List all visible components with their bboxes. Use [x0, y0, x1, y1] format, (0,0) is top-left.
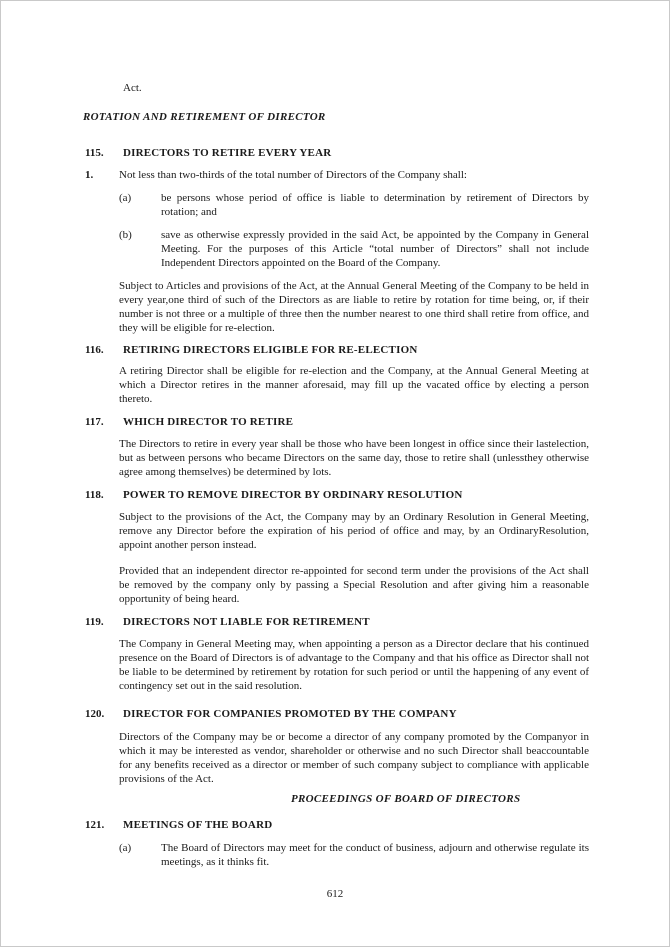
section-116-paragraph: A retiring Director shall be eligible for re-election and the Company, at the Annual General Meeting at which a Director retires in the manner aforesaid, may fill up the vacated office by electing a person thereto. [119, 365, 589, 405]
section-115-item-b [119, 228, 589, 270]
section-number: 121. [85, 819, 105, 831]
clause-text: Not less than two-thirds of the total number of Directors of the Company shall: [119, 169, 467, 181]
carryover-text: Act. [123, 82, 142, 94]
section-title: WHICH DIRECTOR TO RETIRE [123, 416, 294, 428]
group-heading-rotation: ROTATION AND RETIREMENT OF DIRECTOR [83, 111, 326, 123]
section-115-paragraph: Subject to Articles and provisions of the Act, at the Annual General Meeting of the Company to be held in every year,one third of such of the Directors as are liable to retire by rotation for time being, or, if their number is not three or a multiple of three then the number nearest to one third shall retire from office, and they will be eligible for re-election. [119, 280, 589, 334]
list-item-text: The Board of Directors may meet for the conduct of business, adjourn and otherwise regulate its meetings, as it thinks fit. [161, 842, 589, 868]
list-marker: (a) [119, 192, 132, 204]
page-content [81, 81, 589, 869]
section-number: 117. [85, 416, 104, 428]
section-117-heading [81, 415, 589, 429]
section-number: 115. [85, 147, 104, 159]
list-marker: (b) [119, 229, 132, 241]
section-119-paragraph: The Company in General Meeting may, when appointing a person as a Director declare that his continued presence on the Board of Directors is of advantage to the Company and that his office as Director shall not be liable to be determined by retirement by rotation for such period or until the happening of any event of contingency set out in the said resolution. [119, 638, 589, 692]
list-marker: (a) [119, 842, 132, 854]
section-121-item-a [119, 841, 589, 869]
section-120-heading [81, 707, 589, 721]
section-number: 120. [85, 708, 105, 720]
section-number: 116. [85, 344, 104, 356]
section-115-heading [81, 146, 589, 160]
group-heading-proceedings: PROCEEDINGS OF BOARD OF DIRECTORS [291, 793, 521, 805]
section-115-clause-1 [81, 168, 589, 182]
section-number: 118. [85, 489, 104, 501]
clause-number: 1. [85, 169, 94, 181]
section-118-paragraph-1: Subject to the provisions of the Act, the Company may by an Ordinary Resolution in General Meeting, remove any Director before the expiration of his period of office and may, by an OrdinaryResolution, appoint another person instead. [119, 511, 589, 551]
section-118-heading [81, 488, 589, 502]
page-number: 612 [326, 888, 344, 900]
section-116-heading [81, 343, 589, 357]
section-118-paragraph-2: Provided that an independent director re-appointed for second term under the provisions of the Act shall be removed by the company only by passing a Special Resolution and after giving him a reasonable opportunity of being heard. [119, 565, 589, 605]
section-title: DIRECTORS TO RETIRE EVERY YEAR [123, 147, 332, 159]
section-title: DIRECTORS NOT LIABLE FOR RETIREMENT [123, 616, 370, 628]
section-title: POWER TO REMOVE DIRECTOR BY ORDINARY RESOLUTION [123, 489, 463, 501]
section-title: DIRECTOR FOR COMPANIES PROMOTED BY THE COMPANY [123, 708, 457, 720]
section-115-item-a [119, 191, 589, 219]
list-item-text: save as otherwise expressly provided in the said Act, be appointed by the Company in General Meeting. For the purposes of this Article “total number of Directors” shall not include Independent Directors appointed on the Board of the Company. [161, 229, 589, 269]
section-120-paragraph: Directors of the Company may be or become a director of any company promoted by the Companyor in which it may be interested as vendor, shareholder or otherwise and no such Director shall beaccountable for any benefits received as a director or member of such company subject to compliance with applicable provisions of the Act. [119, 731, 589, 785]
section-number: 119. [85, 616, 104, 628]
section-117-paragraph: The Directors to retire in every year shall be those who have been longest in office since their lastelection, but as between persons who became Directors on the same day, those to retire shall (unlessthey otherwise agree among themselves) be determined by lots. [119, 438, 589, 478]
section-119-heading [81, 615, 589, 629]
section-121-heading [81, 818, 589, 832]
list-item-text: be persons whose period of office is liable to determination by retirement of Directors by rotation; and [161, 192, 589, 218]
section-title: MEETINGS OF THE BOARD [123, 819, 273, 831]
section-title: RETIRING DIRECTORS ELIGIBLE FOR RE-ELECTION [123, 344, 418, 356]
